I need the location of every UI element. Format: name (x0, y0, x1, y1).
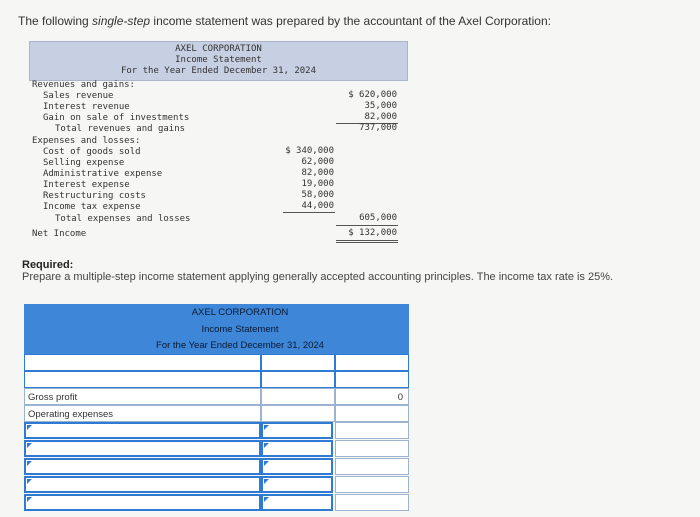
ss-title: Income Statement (175, 55, 262, 65)
form-line-total-input[interactable] (335, 440, 409, 457)
form-period: For the Year Ended December 31, 2024 (156, 340, 324, 351)
ss-revenue-amount: 82,000 (364, 112, 397, 122)
required-text: Prepare a multiple-step income statement applying generally accepted accounting principles. The income tax rate is 25%. (22, 271, 614, 283)
form-line-amount-input[interactable] (261, 458, 333, 475)
form-line-dropdown[interactable] (24, 476, 261, 493)
ss-underline (283, 212, 335, 213)
dropdown-marker-icon (264, 479, 269, 484)
ss-company: AXEL CORPORATION (175, 44, 262, 54)
ss-expense-label: Income tax expense (43, 202, 141, 212)
gross-profit-label: Gross profit (28, 392, 78, 403)
ss-period: For the Year Ended December 31, 2024 (120, 66, 317, 76)
gross-profit-value: 0 (397, 392, 403, 403)
operating-expenses-label-cell (24, 405, 261, 422)
operating-expenses-amount-cell (261, 405, 335, 422)
form-title: Income Statement (201, 324, 279, 335)
ss-expense-amount: 82,000 (301, 168, 334, 178)
ss-revenue-label: Interest revenue (43, 102, 130, 112)
ss-expense-label: Cost of goods sold (43, 147, 141, 157)
dropdown-marker-icon (264, 443, 269, 448)
ss-expense-amount: 19,000 (301, 179, 334, 189)
form-line-total-input[interactable] (335, 422, 409, 439)
operating-expenses-label: Operating expenses (28, 409, 114, 420)
form-line-dropdown[interactable] (24, 494, 261, 511)
form-line-amount-input[interactable] (261, 422, 333, 439)
dropdown-marker-icon (27, 461, 32, 466)
ss-net-income-label: Net Income (32, 229, 87, 239)
form-line-total-input[interactable] (335, 494, 409, 511)
ss-total-expenses: 605,000 (359, 213, 397, 223)
form-line-dropdown[interactable] (24, 422, 261, 439)
ss-underline (336, 225, 398, 226)
required-label: Required: (22, 259, 74, 271)
form-line-label-input[interactable] (24, 354, 261, 371)
ss-expense-label: Interest expense (43, 180, 130, 190)
ss-expenses-heading: Expenses and losses: (32, 136, 141, 146)
operating-expenses-total-cell (335, 405, 409, 422)
ss-expense-amount: 44,000 (301, 201, 334, 211)
ss-revenue-amount: 35,000 (364, 101, 397, 111)
single-step-header (29, 41, 408, 81)
ss-expense-amount: 58,000 (301, 190, 334, 200)
dropdown-marker-icon (264, 497, 269, 502)
form-line-total-input[interactable] (335, 458, 409, 475)
ss-expense-label: Restructuring costs (43, 191, 146, 201)
intro-text: The following single-step income statement was prepared by the accountant of the Axel Corporation: (18, 14, 551, 28)
ss-net-income: $ 132,000 (348, 228, 397, 238)
dropdown-marker-icon (27, 425, 32, 430)
ss-double-underline (336, 240, 398, 241)
dropdown-marker-icon (27, 479, 32, 484)
ss-expense-amount: 62,000 (301, 157, 334, 167)
form-line-total-input[interactable] (335, 476, 409, 493)
form-line-amount-input[interactable] (261, 371, 335, 388)
ss-expense-amount: $ 340,000 (285, 146, 334, 156)
form-line-amount-input[interactable] (261, 440, 333, 457)
ss-total-revenues: 737,000 (359, 123, 397, 133)
dropdown-marker-icon (264, 461, 269, 466)
ss-total-revenues-label: Total revenues and gains (55, 124, 186, 134)
gross-profit-total-cell (335, 388, 409, 405)
gross-profit-amount-cell (261, 388, 335, 405)
ss-expense-label: Selling expense (43, 158, 125, 168)
form-line-total-input[interactable] (335, 354, 409, 371)
ss-expense-label: Administrative expense (43, 169, 163, 179)
form-line-amount-input[interactable] (261, 354, 335, 371)
ss-revenues-heading: Revenues and gains: (32, 80, 135, 90)
form-company: AXEL CORPORATION (191, 307, 289, 318)
ss-revenue-label: Sales revenue (43, 91, 114, 101)
dropdown-marker-icon (27, 443, 32, 448)
ss-revenue-label: Gain on sale of investments (43, 113, 190, 123)
gross-profit-label-cell (24, 388, 261, 405)
ss-revenue-amount: $ 620,000 (348, 90, 397, 100)
form-line-dropdown[interactable] (24, 440, 261, 457)
form-line-dropdown[interactable] (24, 458, 261, 475)
form-header-right (334, 304, 409, 354)
ss-double-underline (336, 242, 398, 243)
form-line-amount-input[interactable] (261, 476, 333, 493)
dropdown-marker-icon (264, 425, 269, 430)
form-line-total-input[interactable] (335, 371, 409, 388)
form-line-label-input[interactable] (24, 371, 261, 388)
dropdown-marker-icon (27, 497, 32, 502)
form-line-amount-input[interactable] (261, 494, 333, 511)
ss-total-expenses-label: Total expenses and losses (55, 214, 191, 224)
